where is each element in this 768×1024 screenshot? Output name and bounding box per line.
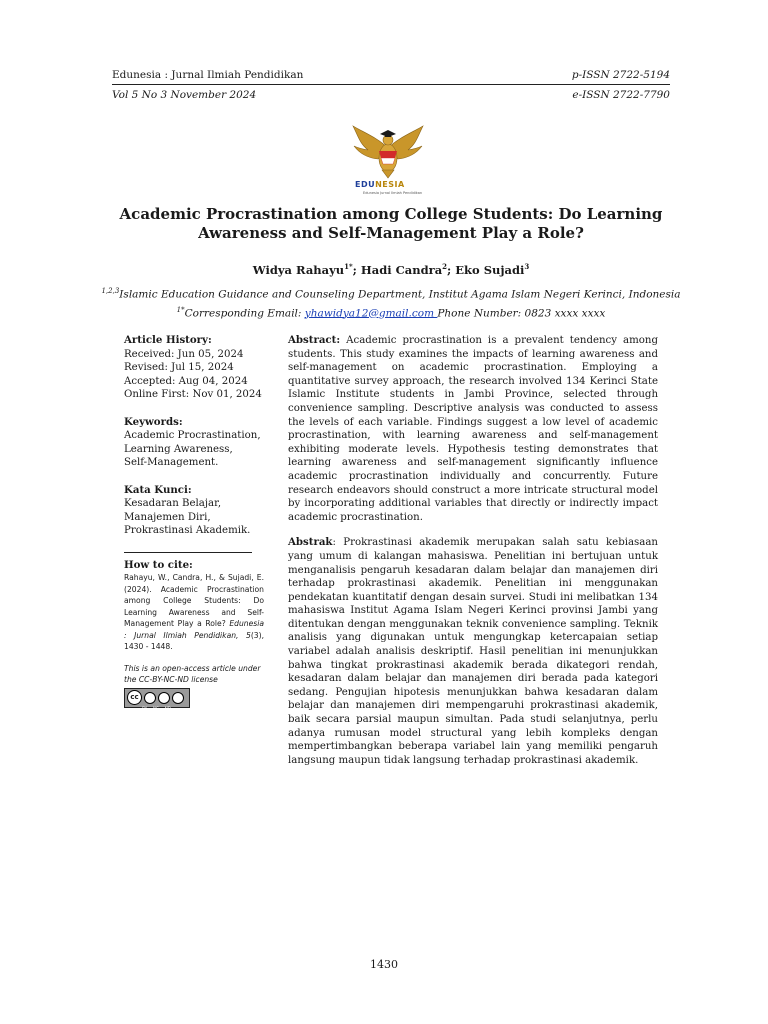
kata-kunci-item: Kesadaran Belajar, (124, 498, 222, 509)
affiliation-line: $^{1,2,3}$Islamic Education Guidance and Counseling Department, Institut Agama Islam Negeri Kerinci, Indonesia (101, 287, 681, 301)
journal-name: Edunesia : Jurnal Ilmiah Pendidikan (112, 69, 304, 81)
corresponding-line: $^{1*}$Corresponding Email: yhawidya12@gmail.com Phone Number: 0823 xxxx xxxx (176, 305, 606, 319)
how-to-cite-label: How to cite: (124, 558, 193, 571)
affiliation-block (100, 284, 682, 321)
open-access-note: This is an open-access article under the CC-BY-NC-ND license (124, 663, 261, 684)
volume-issue: Vol 5 No 3 November 2024 (112, 89, 257, 101)
p-issn: p-ISSN 2722-5194 (571, 69, 670, 81)
title-line-2: Awareness and Self-Management Play a Role? (198, 224, 584, 242)
header-rule (112, 84, 670, 85)
keywords: Keywords: Academic Procrastination, Learning Awareness, Self-Management. (124, 416, 264, 470)
noderivatives-icon (172, 692, 184, 704)
cc-icon: cc (127, 690, 142, 705)
abstract-indonesian: Abstrak: Prokrastinasi akademik merupakan salah satu kebiasaan yang umum di kalangan mahasiswa. Penelitian ini bertujuan untuk menganalisis pengaruh kesadaran dalam belajar dan manajemen diri terhadap prokrastinasi akademik. Penelitian ini menggunakan pendekatan kuantitatif dengan desain survei. Studi ini melibatkan 134 mahasiswa Institut Agama Islam Negeri Kerinci provinsi Jambi yang ditentukan dengan menggunakan teknik convenience sampling. Teknik analisis yang digunakan untuk mengungkap ketercapaian setiap variabel adalah analisis deskriptif. Hasil penelitian ini menunjukkan bahwa tingkat prokrastinasi akademik berada dikategori rendah, kesadaran dalam belajar dan manajemen diri berada pada kategori sedang. Pengujian hipotesis menunjukkan bahwa kesadaran dalam belajar dan manajemen diri mempengaruhi prokrastinasi akademik, baik secara parsial maupun simultan. Pada studi selanjutnya, perlu adanya rumusan model structural yang lebih kompleks dengan mempertimbangkan beberapa variabel lain yang memiliki pengaruh langsung maupun tidak langsung terhadap prokrastinasi akademik. (288, 536, 658, 766)
title-line-1: Academic Procrastination among College Students: Do Learning (119, 205, 663, 223)
kata-kunci: Kata Kunci: Kesadaran Belajar, Manajemen Diri, Prokrastinasi Akademik. (124, 484, 264, 538)
citation-text: Rahayu, W., Candra, H., & Sujadi, E. (2024). Academic Procrastination among College Students: Do Learning Awareness and Self-Management Play a Role? Edunesia : Jurnal Ilmiah Pendidikan, 5(3), 1430 - 1448. (124, 573, 264, 651)
received-date: Received: Jun 05, 2024 (124, 348, 244, 360)
online-first-date: Online First: Nov 01, 2024 (124, 389, 262, 400)
accepted-date: Accepted: Aug 04, 2024 (124, 375, 248, 387)
logo-tagline: Edunesia Jurnal Ilmiah Pendidikan (363, 191, 423, 195)
article-title (112, 205, 670, 243)
keyword-item: Learning Awareness, (124, 443, 233, 455)
logo-wordmark: EDUNESIA (355, 180, 405, 189)
kata-kunci-item: Prokrastinasi Akademik. (124, 525, 251, 536)
author-list: Widya Rahayu$^{1*}$; Hadi Candra$^2$; Eko Sujadi$^3$ (252, 262, 530, 277)
e-issn: e-ISSN 2722-7790 (572, 89, 670, 101)
cc-labels: BY NC ND (142, 705, 171, 711)
page-number: 1430 (370, 958, 398, 971)
article-info-column (124, 334, 264, 715)
keyword-item: Academic Procrastination, (124, 430, 261, 441)
kata-kunci-item: Manajemen Diri, (124, 511, 211, 523)
cite-divider (124, 552, 252, 553)
keyword-item: Self-Management. (124, 457, 219, 468)
revised-date: Revised: Jul 15, 2024 (124, 362, 234, 373)
abstract-english: Abstract: Academic procrastination is a prevalent tendency among students. This study examines the impacts of learning awareness and self-management on academic procrastination. Employing a quantitative survey approach, the research involved 134 Kerinci State Islamic Institute students in Jambi Province, selected through convenience sampling. Descriptive analysis was conducted to assess the levels of each variable. Findings suggest a low level of academic procrastination, with learning awareness and self-management exhibiting moderate levels. Hypothesis testing demonstrates that learning awareness and self-management significantly influence academic procrastination individually and concurrently. Future research endeavors should construct a more intricate structural model by incorporating additional variables that directly or indirectly impact academic procrastination. (288, 334, 658, 523)
email-link[interactable]: yhawidya12@gmail.com (304, 307, 438, 319)
article-history: Article History: Received: Jun 05, 2024 Revised: Jul 15, 2024 Accepted: Aug 04, 2024 Online First: Nov 01, 2024 (124, 334, 264, 402)
abstract-column (288, 334, 658, 767)
